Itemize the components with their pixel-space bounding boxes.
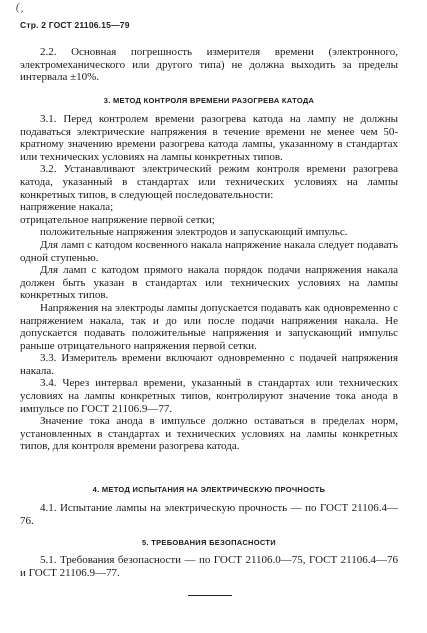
page-header: Стр. 2 ГОСТ 21106.15—79: [20, 20, 130, 30]
section-3-heading: 3. МЕТОД КОНТРОЛЯ ВРЕМЕНИ РАЗОГРЕВА КАТОДА: [103, 96, 315, 105]
handwritten-mark: ( ̧: [16, 2, 22, 13]
section-3-body: [20, 113, 398, 453]
list-item-heater-voltage: напряжение накала;: [20, 201, 114, 214]
paragraph-electrode-voltages: Напряжения на электроды лампы допускается подавать как одновременно с напряжением накала, так и до или после подачи напряжения накала. Не допускается подавать положительные напряжения и запускающий импульс раньше отрицательного напряжения первой сетки.: [20, 301, 398, 352]
paragraph-3-3: 3.3. Измеритель времени включают одновременно с подачей напряжения накала.: [20, 352, 398, 377]
paragraph-3-4: 3.4. Через интервал времени, указанный в стандартах или технических условиях на лампы конкретных типов, контролируют значение тока анода в импульсе по ГОСТ 21106.9—77.: [20, 377, 398, 415]
section-2-2: [20, 46, 398, 84]
paragraph-indirect-cathode: Для ламп с катодом косвенного накала напряжение накала следует подавать одной ступенью.: [20, 238, 398, 264]
paragraph-anode-current: Значение тока анода в импульсе должно оставаться в пределах норм, установленных в стандартах и технических условиях на лампы конкретных типов, для контроля времени разогрева катода.: [20, 415, 398, 453]
list-item-electrode-voltages: положительные напряжения электродов и запускающий импульс.: [40, 226, 348, 239]
list-item-grid-voltage: отрицательное напряжение первой сетки;: [20, 213, 215, 226]
paragraph-2-2: 2.2. Основная погрешность измерителя времени (электронного, электромеханического или другого типа) не должна выходить за пределы интервала ±10%.: [20, 46, 398, 84]
section-5-heading: 5. ТРЕБОВАНИЯ БЕЗОПАСНОСТИ: [141, 538, 276, 547]
section-4-body: [20, 502, 398, 527]
section-5-body: [20, 554, 398, 579]
paragraph-3-2: 3.2. Устанавливают электрический режим контроля времени разогрева катода, указанный в стандартах или технических условиях на лампы конкретных типов, в следующей последовательности:: [20, 163, 398, 201]
paragraph-direct-cathode: Для ламп с катодом прямого накала порядок подачи напряжения накала должен быть указан в стандартах или технических условиях на лампы конкретных типов.: [20, 264, 398, 302]
paragraph-5-1: 5.1. Требования безопасности — по ГОСТ 21106.0—75, ГОСТ 21106.4—76 и ГОСТ 21106.9—77.: [20, 554, 398, 579]
paragraph-3-1: 3.1. Перед контролем времени разогрева катода на лампу не должны подаваться электрические напряжения в течение времени не менее чем 50-кратному значению времени разогрева катода лампы, указанному в стандартах или технических условиях на лампы конкретных типов.: [20, 113, 398, 163]
paragraph-4-1: 4.1. Испытание лампы на электрическую прочность — по ГОСТ 21106.4—76.: [20, 502, 398, 527]
end-rule: [188, 595, 232, 596]
section-4-heading: 4. МЕТОД ИСПЫТАНИЯ НА ЭЛЕКТРИЧЕСКУЮ ПРОЧНОСТЬ: [92, 485, 326, 494]
